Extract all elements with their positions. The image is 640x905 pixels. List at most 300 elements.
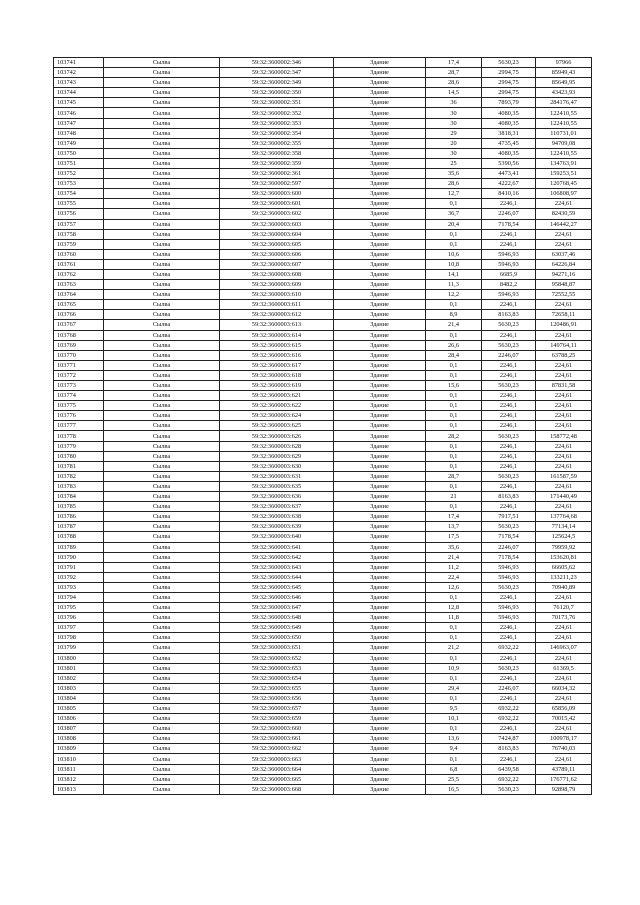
cadastral-number: 59:32:3600003:608 <box>220 269 334 279</box>
area: 36 <box>426 98 482 108</box>
locality: Сылва <box>104 451 220 461</box>
area: 30 <box>426 148 482 158</box>
locality: Сылва <box>104 401 220 411</box>
object-type: Здание <box>334 88 426 98</box>
area: 35,6 <box>426 542 482 552</box>
area: 25,5 <box>426 774 482 784</box>
locality: Сылва <box>104 391 220 401</box>
cadastral-rate: 2246,1 <box>482 199 536 209</box>
locality: Сылва <box>104 673 220 683</box>
area: 26,6 <box>426 340 482 350</box>
area: 14,5 <box>426 88 482 98</box>
table-row <box>54 148 592 158</box>
table-row <box>54 522 592 532</box>
locality: Сылва <box>104 613 220 623</box>
row-id: 103783 <box>54 481 104 491</box>
object-type: Здание <box>334 562 426 572</box>
cadastral-rate: 2994,75 <box>482 88 536 98</box>
object-type: Здание <box>334 98 426 108</box>
row-id: 103760 <box>54 249 104 259</box>
cadastral-number: 59:32:3600003:619 <box>220 381 334 391</box>
row-id: 103745 <box>54 98 104 108</box>
table-row <box>54 492 592 502</box>
cadastral-number: 59:32:3600003:618 <box>220 370 334 380</box>
row-id: 103750 <box>54 148 104 158</box>
table-row <box>54 310 592 320</box>
table-row <box>54 300 592 310</box>
row-id: 103789 <box>54 542 104 552</box>
cadastral-rate: 5946,93 <box>482 290 536 300</box>
area: 25 <box>426 158 482 168</box>
cadastral-number: 59:32:3600002:351 <box>220 98 334 108</box>
cadastral-rate: 3818,31 <box>482 128 536 138</box>
cadastral-value: 72552,55 <box>536 290 592 300</box>
locality: Сылва <box>104 603 220 613</box>
area: 10,1 <box>426 714 482 724</box>
locality: Сылва <box>104 704 220 714</box>
table-row <box>54 391 592 401</box>
table-row <box>54 441 592 451</box>
cadastral-number: 59:32:3600003:622 <box>220 401 334 411</box>
cadastral-number: 59:32:3600003:611 <box>220 300 334 310</box>
area: 17,4 <box>426 58 482 68</box>
cadastral-number: 59:32:3600003:625 <box>220 421 334 431</box>
cadastral-value: 110731,01 <box>536 128 592 138</box>
object-type: Здание <box>334 724 426 734</box>
locality: Сылва <box>104 381 220 391</box>
cadastral-value: 65856,09 <box>536 704 592 714</box>
object-type: Здание <box>334 58 426 68</box>
row-id: 103776 <box>54 411 104 421</box>
cadastral-number: 59:32:3600003:657 <box>220 704 334 714</box>
table-row <box>54 259 592 269</box>
locality: Сылва <box>104 78 220 88</box>
row-id: 103744 <box>54 88 104 98</box>
object-type: Здание <box>334 613 426 623</box>
cadastral-number: 59:32:3600003:668 <box>220 784 334 794</box>
table-row <box>54 673 592 683</box>
cadastral-number: 59:32:3600003:645 <box>220 582 334 592</box>
cadastral-value: 224,61 <box>536 754 592 764</box>
locality: Сылва <box>104 552 220 562</box>
cadastral-number: 59:32:3600002:353 <box>220 118 334 128</box>
object-type: Здание <box>334 330 426 340</box>
cadastral-rate: 2246,07 <box>482 209 536 219</box>
object-type: Здание <box>334 209 426 219</box>
locality: Сылва <box>104 643 220 653</box>
cadastral-rate: 5390,56 <box>482 158 536 168</box>
object-type: Здание <box>334 310 426 320</box>
object-type: Здание <box>334 623 426 633</box>
cadastral-value: 224,61 <box>536 239 592 249</box>
area: 0,1 <box>426 653 482 663</box>
row-id: 103799 <box>54 643 104 653</box>
locality: Сылва <box>104 88 220 98</box>
cadastral-rate: 5946,93 <box>482 613 536 623</box>
cadastral-number: 59:32:3600003:601 <box>220 199 334 209</box>
area: 11,8 <box>426 613 482 623</box>
cadastral-value: 63037,46 <box>536 249 592 259</box>
cadastral-rate: 5630,23 <box>482 340 536 350</box>
table-row <box>54 663 592 673</box>
locality: Сылва <box>104 68 220 78</box>
cadastral-number: 59:32:3600003:642 <box>220 552 334 562</box>
cadastral-rate: 2246,07 <box>482 542 536 552</box>
locality: Сылва <box>104 693 220 703</box>
row-id: 103763 <box>54 280 104 290</box>
cadastral-value: 120486,91 <box>536 320 592 330</box>
cadastral-rate: 5630,23 <box>482 431 536 441</box>
locality: Сылва <box>104 481 220 491</box>
cadastral-number: 59:32:3600002:349 <box>220 78 334 88</box>
table-row <box>54 714 592 724</box>
object-type: Здание <box>334 199 426 209</box>
table-row <box>54 58 592 68</box>
area: 22,4 <box>426 572 482 582</box>
table-row <box>54 401 592 411</box>
cadastral-value: 224,61 <box>536 421 592 431</box>
locality: Сылва <box>104 370 220 380</box>
row-id: 103780 <box>54 451 104 461</box>
cadastral-value: 122410,55 <box>536 148 592 158</box>
row-id: 103746 <box>54 108 104 118</box>
area: 0,1 <box>426 330 482 340</box>
object-type: Здание <box>334 229 426 239</box>
cadastral-rate: 2246,1 <box>482 401 536 411</box>
cadastral-number: 59:32:3600003:603 <box>220 219 334 229</box>
cadastral-number: 59:32:3600003:640 <box>220 532 334 542</box>
object-type: Здание <box>334 512 426 522</box>
cadastral-value: 70940,89 <box>536 582 592 592</box>
cadastral-rate: 2246,1 <box>482 421 536 431</box>
cadastral-number: 59:32:3600003:650 <box>220 633 334 643</box>
object-type: Здание <box>334 643 426 653</box>
table-row <box>54 169 592 179</box>
cadastral-value: 176771,62 <box>536 774 592 784</box>
row-id: 103771 <box>54 360 104 370</box>
row-id: 103809 <box>54 744 104 754</box>
cadastral-number: 59:32:3600003:663 <box>220 754 334 764</box>
cadastral-number: 59:32:3600002:350 <box>220 88 334 98</box>
object-type: Здание <box>334 522 426 532</box>
cadastral-number: 59:32:3600002:361 <box>220 169 334 179</box>
area: 0,1 <box>426 724 482 734</box>
locality: Сылва <box>104 179 220 189</box>
cadastral-value: 70015,42 <box>536 714 592 724</box>
row-id: 103791 <box>54 562 104 572</box>
cadastral-value: 224,61 <box>536 724 592 734</box>
area: 8,9 <box>426 310 482 320</box>
cadastral-number: 59:32:3600003:602 <box>220 209 334 219</box>
object-type: Здание <box>334 280 426 290</box>
table-row <box>54 724 592 734</box>
row-id: 103803 <box>54 683 104 693</box>
row-id: 103802 <box>54 673 104 683</box>
locality: Сылва <box>104 108 220 118</box>
object-type: Здание <box>334 552 426 562</box>
area: 0,1 <box>426 370 482 380</box>
cadastral-number: 59:32:3600003:613 <box>220 320 334 330</box>
table-row <box>54 643 592 653</box>
cadastral-rate: 2246,1 <box>482 693 536 703</box>
cadastral-rate: 8163,83 <box>482 310 536 320</box>
locality: Сылва <box>104 653 220 663</box>
cadastral-number: 59:32:3600003:624 <box>220 411 334 421</box>
row-id: 103790 <box>54 552 104 562</box>
object-type: Здание <box>334 734 426 744</box>
cadastral-value: 224,61 <box>536 360 592 370</box>
table-row <box>54 734 592 744</box>
object-type: Здание <box>334 249 426 259</box>
object-type: Здание <box>334 572 426 582</box>
table-row <box>54 98 592 108</box>
cadastral-value: 85949,43 <box>536 68 592 78</box>
cadastral-number: 59:32:3600003:607 <box>220 259 334 269</box>
object-type: Здание <box>334 754 426 764</box>
row-id: 103801 <box>54 663 104 673</box>
object-type: Здание <box>334 148 426 158</box>
cadastral-value: 149764,11 <box>536 340 592 350</box>
area: 0,1 <box>426 633 482 643</box>
table-row <box>54 623 592 633</box>
cadastral-value: 224,61 <box>536 592 592 602</box>
object-type: Здание <box>334 492 426 502</box>
table-body <box>54 58 592 795</box>
locality: Сылва <box>104 340 220 350</box>
cadastral-value: 146442,27 <box>536 219 592 229</box>
area: 29 <box>426 128 482 138</box>
cadastral-number: 59:32:3600003:610 <box>220 290 334 300</box>
object-type: Здание <box>334 542 426 552</box>
object-type: Здание <box>334 118 426 128</box>
cadastral-rate: 5946,93 <box>482 603 536 613</box>
cadastral-number: 59:32:3600003:616 <box>220 350 334 360</box>
cadastral-rate: 6685,9 <box>482 269 536 279</box>
cadastral-value: 63788,25 <box>536 350 592 360</box>
cadastral-number: 59:32:3600003:639 <box>220 522 334 532</box>
object-type: Здание <box>334 219 426 229</box>
area: 28,6 <box>426 179 482 189</box>
cadastral-number: 59:32:3600002:347 <box>220 68 334 78</box>
cadastral-rate: 5946,93 <box>482 259 536 269</box>
cadastral-number: 59:32:3600003:661 <box>220 734 334 744</box>
cadastral-rate: 2246,1 <box>482 502 536 512</box>
table-row <box>54 764 592 774</box>
cadastral-rate: 8482,2 <box>482 280 536 290</box>
cadastral-rate: 5630,23 <box>482 471 536 481</box>
area: 14,1 <box>426 269 482 279</box>
cadastral-number: 59:32:3600003:631 <box>220 471 334 481</box>
cadastral-rate: 4080,35 <box>482 148 536 158</box>
cadastral-value: 92898,79 <box>536 784 592 794</box>
cadastral-rate: 4222,67 <box>482 179 536 189</box>
row-id: 103769 <box>54 340 104 350</box>
cadastral-rate: 2246,1 <box>482 451 536 461</box>
row-id: 103793 <box>54 582 104 592</box>
area: 0,1 <box>426 502 482 512</box>
cadastral-rate: 2246,1 <box>482 360 536 370</box>
cadastral-number: 59:32:3600003:617 <box>220 360 334 370</box>
row-id: 103768 <box>54 330 104 340</box>
locality: Сылва <box>104 169 220 179</box>
object-type: Здание <box>334 714 426 724</box>
table-row <box>54 572 592 582</box>
table-row <box>54 280 592 290</box>
object-type: Здание <box>334 532 426 542</box>
locality: Сылва <box>104 744 220 754</box>
object-type: Здание <box>334 784 426 794</box>
table-row <box>54 381 592 391</box>
area: 28,7 <box>426 68 482 78</box>
area: 13,6 <box>426 734 482 744</box>
area: 12,2 <box>426 290 482 300</box>
cadastral-number: 59:32:3600002:355 <box>220 138 334 148</box>
table-row <box>54 330 592 340</box>
cadastral-number: 59:32:3600003:638 <box>220 512 334 522</box>
cadastral-number: 59:32:3600003:654 <box>220 673 334 683</box>
cadastral-rate: 6439,58 <box>482 764 536 774</box>
locality: Сылва <box>104 219 220 229</box>
object-type: Здание <box>334 300 426 310</box>
table-row <box>54 78 592 88</box>
cadastral-value: 120768,45 <box>536 179 592 189</box>
cadastral-number: 59:32:3600003:659 <box>220 714 334 724</box>
table-row <box>54 360 592 370</box>
cadastral-rate: 2246,1 <box>482 391 536 401</box>
cadastral-value: 87831,58 <box>536 381 592 391</box>
table-row <box>54 128 592 138</box>
row-id: 103762 <box>54 269 104 279</box>
table-row <box>54 68 592 78</box>
area: 11,3 <box>426 280 482 290</box>
area: 0,1 <box>426 360 482 370</box>
table-row <box>54 592 592 602</box>
area: 20 <box>426 138 482 148</box>
locality: Сылва <box>104 158 220 168</box>
cadastral-number: 59:32:3600003:660 <box>220 724 334 734</box>
row-id: 103812 <box>54 774 104 784</box>
object-type: Здание <box>334 169 426 179</box>
object-type: Здание <box>334 391 426 401</box>
row-id: 103794 <box>54 592 104 602</box>
cadastral-value: 79959,92 <box>536 542 592 552</box>
table-row <box>54 411 592 421</box>
cadastral-number: 59:32:3600003:664 <box>220 764 334 774</box>
object-type: Здание <box>334 320 426 330</box>
area: 9,4 <box>426 744 482 754</box>
row-id: 103743 <box>54 78 104 88</box>
area: 10,6 <box>426 249 482 259</box>
locality: Сылва <box>104 249 220 259</box>
table-row <box>54 138 592 148</box>
locality: Сылва <box>104 259 220 269</box>
row-id: 103804 <box>54 693 104 703</box>
cadastral-value: 76740,03 <box>536 744 592 754</box>
row-id: 103756 <box>54 209 104 219</box>
object-type: Здание <box>334 421 426 431</box>
cadastral-number: 59:32:3600003:605 <box>220 239 334 249</box>
table-row <box>54 118 592 128</box>
area: 12,7 <box>426 189 482 199</box>
cadastral-rate: 2246,1 <box>482 239 536 249</box>
row-id: 103754 <box>54 189 104 199</box>
cadastral-value: 224,61 <box>536 229 592 239</box>
table-row <box>54 340 592 350</box>
cadastral-number: 59:32:3600003:652 <box>220 653 334 663</box>
locality: Сылва <box>104 461 220 471</box>
table-row <box>54 774 592 784</box>
row-id: 103759 <box>54 239 104 249</box>
area: 0,1 <box>426 441 482 451</box>
cadastral-number: 59:32:3600003:600 <box>220 189 334 199</box>
cadastral-number: 59:32:3600003:637 <box>220 502 334 512</box>
object-type: Здание <box>334 441 426 451</box>
table-row <box>54 290 592 300</box>
row-id: 103811 <box>54 764 104 774</box>
locality: Сылва <box>104 199 220 209</box>
area: 0,1 <box>426 592 482 602</box>
table-row <box>54 744 592 754</box>
locality: Сылва <box>104 532 220 542</box>
area: 0,1 <box>426 693 482 703</box>
table-row <box>54 451 592 461</box>
cadastral-rate: 6932,22 <box>482 643 536 653</box>
table-row <box>54 269 592 279</box>
cadastral-value: 97966 <box>536 58 592 68</box>
cadastral-number: 59:32:3600002:358 <box>220 148 334 158</box>
row-id: 103765 <box>54 300 104 310</box>
object-type: Здание <box>334 290 426 300</box>
cadastral-rate: 2246,1 <box>482 633 536 643</box>
locality: Сылва <box>104 441 220 451</box>
row-id: 103761 <box>54 259 104 269</box>
cadastral-number: 59:32:3600003:646 <box>220 592 334 602</box>
cadastral-value: 76120,7 <box>536 603 592 613</box>
table-row <box>54 481 592 491</box>
locality: Сылва <box>104 98 220 108</box>
row-id: 103773 <box>54 381 104 391</box>
table-row <box>54 613 592 623</box>
cadastral-value: 171440,49 <box>536 492 592 502</box>
cadastral-value: 284176,47 <box>536 98 592 108</box>
cadastral-rate: 2246,1 <box>482 411 536 421</box>
table-row <box>54 683 592 693</box>
locality: Сылва <box>104 774 220 784</box>
cadastral-rate: 2246,1 <box>482 461 536 471</box>
cadastral-rate: 2246,1 <box>482 441 536 451</box>
locality: Сылва <box>104 280 220 290</box>
locality: Сылва <box>104 592 220 602</box>
row-id: 103787 <box>54 522 104 532</box>
row-id: 103774 <box>54 391 104 401</box>
registry-table <box>53 57 592 795</box>
area: 13,7 <box>426 522 482 532</box>
cadastral-rate: 2994,75 <box>482 78 536 88</box>
row-id: 103742 <box>54 68 104 78</box>
cadastral-number: 59:32:3600002:359 <box>220 158 334 168</box>
cadastral-number: 59:32:3600003:604 <box>220 229 334 239</box>
locality: Сылва <box>104 623 220 633</box>
cadastral-number: 59:32:3600003:612 <box>220 310 334 320</box>
cadastral-value: 224,61 <box>536 502 592 512</box>
table-row <box>54 370 592 380</box>
row-id: 103781 <box>54 461 104 471</box>
area: 0,1 <box>426 461 482 471</box>
cadastral-number: 59:32:3600003:662 <box>220 744 334 754</box>
object-type: Здание <box>334 693 426 703</box>
table-row <box>54 249 592 259</box>
object-type: Здание <box>334 128 426 138</box>
